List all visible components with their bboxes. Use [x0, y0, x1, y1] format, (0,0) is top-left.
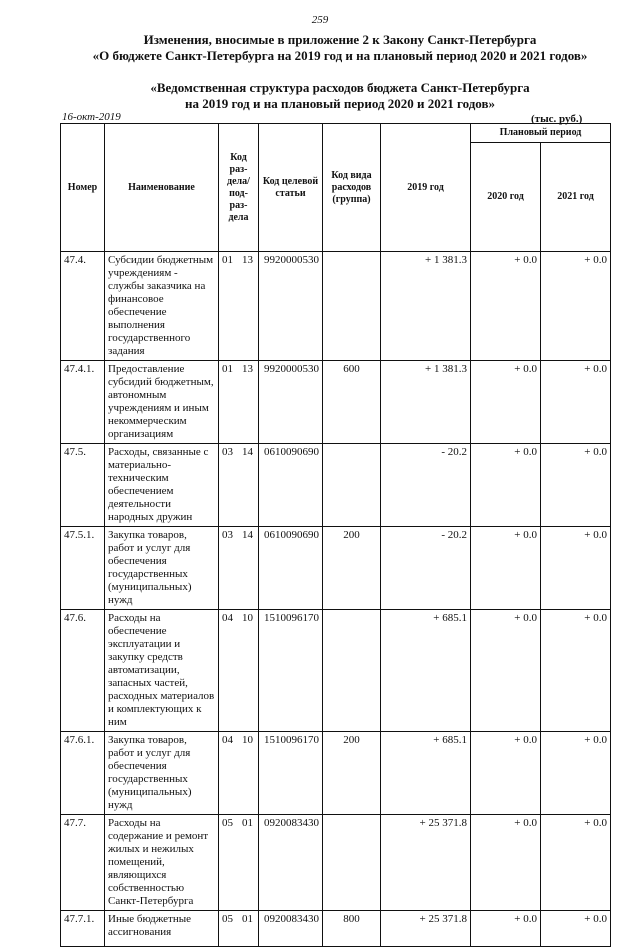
table-row — [61, 911, 611, 947]
row-value-2020: + 0.0 — [471, 444, 541, 527]
row-number: 47.4.1. — [61, 361, 105, 444]
row-expense-code: 600 — [323, 361, 381, 444]
row-razdel: 03 — [222, 446, 233, 458]
row-value-2019: + 1 381.3 — [381, 252, 471, 361]
row-target-code: 0920083430 — [259, 815, 323, 911]
table-row — [61, 732, 611, 815]
header-year-2019: 2019 год — [381, 124, 471, 252]
row-target-code: 1510096170 — [259, 732, 323, 815]
row-value-2019: + 1 381.3 — [381, 361, 471, 444]
row-section-code — [219, 361, 259, 444]
table-row — [61, 610, 611, 732]
row-section-code — [219, 815, 259, 911]
table-row — [61, 815, 611, 911]
table-row — [61, 252, 611, 361]
row-name: Расходы, связанные с материально-техническим обеспечением деятельности народных дружин — [105, 444, 219, 527]
header-year-2020: 2020 год — [471, 143, 541, 252]
header-target-code: Код целевой статьи — [259, 124, 323, 252]
row-value-2021: + 0.0 — [541, 252, 611, 361]
row-value-2020: + 0.0 — [471, 815, 541, 911]
row-expense-code: 200 — [323, 732, 381, 815]
document-date: 16-окт-2019 — [62, 111, 121, 123]
row-value-2020: + 0.0 — [471, 732, 541, 815]
row-value-2019: - 20.2 — [381, 444, 471, 527]
header-name: Наименование — [105, 124, 219, 252]
row-razdel: 04 — [222, 734, 233, 746]
row-number: 47.6.1. — [61, 732, 105, 815]
row-expense-code — [323, 252, 381, 361]
document-title-line-2: «О бюджете Санкт-Петербурга на 2019 год и на плановый период 2020 и 2021 годов» — [92, 48, 588, 63]
row-expense-code: 800 — [323, 911, 381, 947]
row-target-code: 9920000530 — [259, 252, 323, 361]
row-podrazdel: 10 — [242, 734, 253, 746]
row-razdel: 01 — [222, 363, 233, 375]
row-target-code: 9920000530 — [259, 361, 323, 444]
document-subtitle-line-2: на 2019 год и на плановый период 2020 и 2021 годов» — [184, 96, 495, 111]
row-podrazdel: 01 — [242, 913, 253, 925]
row-name: Расходы на обеспечение эксплуатации и закупку средств автоматизации, запасных частей, расходных материалов и комплектующих к ним — [105, 610, 219, 732]
page-number: 259 — [311, 14, 329, 26]
header-number: Номер — [61, 124, 105, 252]
row-expense-code: 200 — [323, 527, 381, 610]
row-razdel: 05 — [222, 817, 233, 829]
row-number: 47.7.1. — [61, 911, 105, 947]
document-subtitle — [40, 80, 640, 112]
units-label: (тыс. руб.) — [531, 113, 583, 125]
row-section-code — [219, 252, 259, 361]
row-value-2019: + 25 371.8 — [381, 815, 471, 911]
row-value-2019: - 20.2 — [381, 527, 471, 610]
row-razdel: 04 — [222, 612, 233, 624]
row-value-2021: + 0.0 — [541, 361, 611, 444]
row-value-2020: + 0.0 — [471, 527, 541, 610]
row-section-code — [219, 732, 259, 815]
header-planning-period: Плановый период — [471, 124, 611, 143]
row-name: Расходы на содержание и ремонт жилых и нежилых помещений, являющихся собственностью Санкт-Петербурга — [105, 815, 219, 911]
row-value-2021: + 0.0 — [541, 610, 611, 732]
row-section-code — [219, 911, 259, 947]
row-razdel: 05 — [222, 913, 233, 925]
row-podrazdel: 14 — [242, 529, 253, 541]
header-expense-code: Код вида расходов (группа) — [323, 124, 381, 252]
row-name: Предоставление субсидий бюджетным, автономным учреждениям и иным некоммерческим организациям — [105, 361, 219, 444]
row-razdel: 03 — [222, 529, 233, 541]
row-number: 47.4. — [61, 252, 105, 361]
row-number: 47.5.1. — [61, 527, 105, 610]
row-number: 47.7. — [61, 815, 105, 911]
row-value-2021: + 0.0 — [541, 911, 611, 947]
row-section-code — [219, 610, 259, 732]
row-name: Субсидии бюджетным учреждениям - службы заказчика на финансовое обеспечение выполнения государственного задания — [105, 252, 219, 361]
row-value-2021: + 0.0 — [541, 815, 611, 911]
row-target-code: 0610090690 — [259, 527, 323, 610]
row-razdel: 01 — [222, 254, 233, 266]
row-podrazdel: 13 — [242, 254, 253, 266]
row-value-2020: + 0.0 — [471, 610, 541, 732]
row-expense-code — [323, 444, 381, 527]
row-target-code: 1510096170 — [259, 610, 323, 732]
row-name: Закупка товаров, работ и услуг для обеспечения государственных (муниципальных) нужд — [105, 732, 219, 815]
row-value-2019: + 685.1 — [381, 732, 471, 815]
row-expense-code — [323, 815, 381, 911]
row-section-code — [219, 444, 259, 527]
row-value-2020: + 0.0 — [471, 361, 541, 444]
row-name: Закупка товаров, работ и услуг для обеспечения государственных (муниципальных) нужд — [105, 527, 219, 610]
header-section-code: Код раз-дела/ под-раз-дела — [219, 124, 259, 252]
table-body — [61, 252, 611, 947]
row-target-code: 0610090690 — [259, 444, 323, 527]
row-podrazdel: 10 — [242, 612, 253, 624]
row-value-2019: + 685.1 — [381, 610, 471, 732]
table-row — [61, 444, 611, 527]
row-section-code — [219, 527, 259, 610]
table-row — [61, 361, 611, 444]
header-year-2021: 2021 год — [541, 143, 611, 252]
row-value-2020: + 0.0 — [471, 911, 541, 947]
row-value-2021: + 0.0 — [541, 527, 611, 610]
row-podrazdel: 01 — [242, 817, 253, 829]
row-value-2019: + 25 371.8 — [381, 911, 471, 947]
row-number: 47.6. — [61, 610, 105, 732]
table-header-row — [61, 124, 611, 143]
row-podrazdel: 13 — [242, 363, 253, 375]
row-podrazdel: 14 — [242, 446, 253, 458]
row-value-2020: + 0.0 — [471, 252, 541, 361]
document-subtitle-line-1: «Ведомственная структура расходов бюджета Санкт-Петербурга — [150, 80, 530, 95]
row-name: Иные бюджетные ассигнования — [105, 911, 219, 947]
row-value-2021: + 0.0 — [541, 732, 611, 815]
row-number: 47.5. — [61, 444, 105, 527]
document-title — [40, 32, 640, 64]
row-target-code: 0920083430 — [259, 911, 323, 947]
budget-table — [60, 123, 611, 947]
row-value-2021: + 0.0 — [541, 444, 611, 527]
table-row — [61, 527, 611, 610]
row-expense-code — [323, 610, 381, 732]
document-title-line-1: Изменения, вносимые в приложение 2 к Закону Санкт-Петербурга — [143, 32, 537, 47]
